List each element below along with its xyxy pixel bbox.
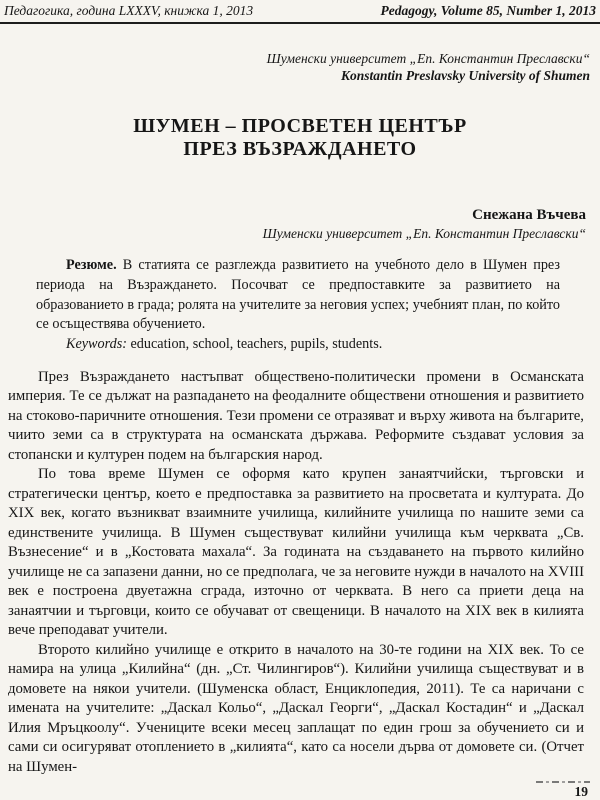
abstract-paragraph bbox=[36, 256, 560, 335]
abstract-text: В статията се разглежда развитието на учебното дело в Шумен през периода на Възраждането. Посочват се предпоставките за развитието на образованието в града; ролята на учителите за неговия успех; учебният план, по който се осъществява обучението. bbox=[36, 257, 560, 333]
journal-title-bulgarian: Педагогика, година LXXXV, книжка 1, 2013 bbox=[4, 3, 254, 18]
keywords-line bbox=[36, 335, 560, 355]
article-title-line2: ПРЕЗ ВЪЗРАЖДАНЕТО bbox=[183, 138, 417, 160]
footer-smudge-mark bbox=[536, 781, 590, 783]
page-footer bbox=[536, 781, 590, 799]
journal-title-english: Pedagogy, Volume 85, Number 1, 2013 bbox=[380, 3, 596, 18]
university-name-bulgarian: Шуменски университет „Еп. Константин Преславски“ bbox=[266, 51, 590, 66]
body-paragraph-2: По това време Шумен се оформя като крупен занаятчийски, търговски и стратегически център, което е предпоставка за развитието на просветата и културата. До XIX век, когато възникват взаимните училища, килийните училища по нашите земи са единствените училища. В Шумен съществуват килийни училища към черквата „Св. Възнесение“ и в „Костовата махала“. За годината на създаването на първото килийно училище не са запазени данни, но се предполага, че за неговите нужди в началото на XVIII век е построена двуетажна сграда, източно от черквата. В него са приети деца на занаятчии и търговци, които се обучават от свещеници. В началото на XIX век в килията вече преподават учители. bbox=[8, 466, 584, 639]
author-affiliation: Шуменски университет „Еп. Константин Преславски“ bbox=[262, 226, 586, 241]
article-title-line1: ШУМЕН – ПРОСВЕТЕН ЦЕНТЪР bbox=[133, 115, 467, 137]
keywords-label: Keywords: bbox=[66, 336, 127, 353]
university-name-english: Konstantin Preslavsky University of Shumen bbox=[340, 68, 590, 83]
article-body bbox=[8, 368, 584, 778]
university-affiliation-block bbox=[0, 50, 590, 84]
running-head bbox=[0, 0, 600, 19]
abstract-label: Резюме. bbox=[66, 257, 117, 273]
header-rule bbox=[0, 22, 600, 24]
body-paragraph-3: Второто килийно училище е открито в началото на 30-те години на XIX век. То се намира на улица „Килийна“ (дн. „Ст. Чилингиров“). Килийни училища съществуват и в домовете на някои учители. (Шуменска област, Енциклопедия, 2011). Те са наричани с имената на учителите: „Даскал Кольо“, „Даскал Георги“, „Даскал Костадин“ и „Даскал Илия Мръцкоолу“. Учениците всеки месец заплащат по един грош за обучението си и сами си осигуряват отоплението в „килията“, като са носели дърва от домовете си. (Отчет на Шумен- bbox=[8, 641, 584, 775]
author-name: Снежана Въчева bbox=[472, 207, 586, 223]
article-title bbox=[0, 115, 600, 161]
body-paragraph-1: През Възраждането настъпват обществено-политически промени в Османската империя. Те се дължат на разпадането на феодалните обществени отношения и развитието на стоково-паричните отношения. Тези промени се отразяват и върху живота на българите, чиито земи са в структурата на османската държава. Реформите създават условия за стопански и културен подем на българския народ. bbox=[8, 368, 584, 463]
keywords-text: education, school, teachers, pupils, students. bbox=[126, 336, 383, 353]
page-number: 19 bbox=[574, 784, 588, 799]
